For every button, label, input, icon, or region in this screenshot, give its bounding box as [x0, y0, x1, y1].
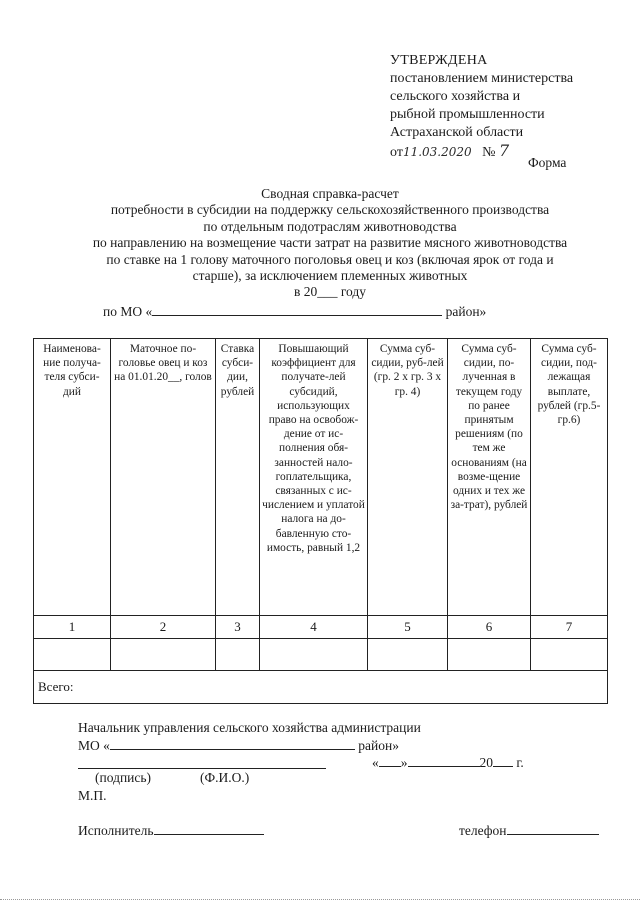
header-cell: Повышающий коэффициент для получате-лей субсидий, использующих право на освобож-дение от ис-полнения обя-занностей нало-гоплательщика, связанных с ис-числением и уплатой налога на до-бавленную сто-имость, равный 1,2	[260, 339, 368, 616]
table-cell	[531, 639, 608, 671]
column-number: 3	[216, 616, 260, 639]
table-cell	[368, 639, 448, 671]
header-cell: Сумма суб-сидии, руб-лей (гр. 2 х гр. 3 х гр. 4)	[368, 339, 448, 616]
header-cell: Маточное по-головье овец и коз на 01.01.20__, голов	[111, 339, 216, 616]
day-blank	[379, 754, 401, 767]
order-date: 11.03.2020	[402, 145, 472, 159]
executor-line	[78, 822, 264, 839]
municipality-line	[103, 303, 486, 320]
header-cell: Наименова-ние получа-теля субси-дий	[34, 339, 111, 616]
order-prefix: от	[390, 145, 403, 160]
table-cell	[34, 639, 111, 671]
signature-mo-suffix: район»	[358, 738, 399, 753]
table-row	[34, 639, 608, 671]
heading-line: в 20___ году	[293, 284, 367, 300]
table-cell	[260, 639, 368, 671]
date-open: «	[372, 755, 379, 770]
column-number: 6	[448, 616, 531, 639]
table-cell	[448, 639, 531, 671]
phone-label: телефон	[459, 823, 507, 838]
executor-blank	[154, 822, 264, 835]
mo-blank	[152, 303, 442, 316]
heading-line: старше), за исключением племенных животных	[192, 268, 468, 284]
signature-mo-line	[78, 737, 399, 754]
signature-blank	[78, 756, 326, 769]
executor-label: Исполнитель	[78, 823, 154, 838]
heading-line: по отдельным подотраслям животноводства	[203, 218, 457, 234]
approval-order-line	[390, 142, 620, 162]
order-number-label: №	[482, 145, 496, 160]
header-cell: Сумма суб-сидии, по-лученная в текущем году по ранее принятым решениям (по тем же основаниям (на возме-щение одних и тех же за-трат), рублей	[448, 339, 531, 616]
year-prefix: 20	[479, 755, 493, 770]
name-label: (Ф.И.О.)	[200, 770, 250, 785]
approval-line: сельского хозяйства и	[390, 89, 521, 104]
approval-line: постановлением министерства	[390, 71, 574, 86]
signature-mo-prefix: МО «	[78, 738, 110, 753]
column-number: 7	[531, 616, 608, 639]
year-suffix: г.	[516, 755, 524, 770]
column-number: 2	[111, 616, 216, 639]
phone-blank	[507, 822, 599, 835]
sign-label: (подпись)	[95, 770, 152, 785]
document-heading	[60, 186, 600, 301]
heading-line: Сводная справка-расчет	[261, 186, 399, 201]
stamp-label: М.П.	[78, 788, 107, 803]
mo-prefix: по МО «	[103, 304, 153, 319]
date-close: »	[400, 755, 408, 770]
heading-line: по ставке на 1 голову маточного поголовья овец и коз (включая ярок от года и	[106, 251, 554, 267]
table-cell	[216, 639, 260, 671]
approval-line: Астраханской области	[390, 125, 524, 140]
column-number: 4	[260, 616, 368, 639]
form-label: Форма	[528, 155, 567, 170]
approval-block	[390, 52, 620, 162]
column-number: 5	[368, 616, 448, 639]
phone-line	[459, 822, 599, 839]
table-cell	[111, 639, 216, 671]
signature-head-line: Начальник управления сельского хозяйства администрации	[78, 720, 421, 735]
table-header-row	[34, 339, 608, 616]
heading-line: по направлению на возмещение части затрат на развитие мясного животноводства	[92, 235, 568, 251]
date-line	[372, 754, 524, 771]
subsidy-table	[33, 338, 608, 704]
approval-title: УТВЕРЖДЕНА	[390, 53, 488, 68]
column-number: 1	[34, 616, 111, 639]
total-label: Всего:	[34, 671, 608, 704]
approval-line: рыбной промышленности	[390, 107, 545, 122]
year-blank	[493, 754, 513, 767]
month-blank	[408, 754, 480, 767]
header-cell: Сумма суб-сидии, под-лежащая выплате, рублей (гр.5-гр.6)	[531, 339, 608, 616]
column-number-row	[34, 616, 608, 639]
total-row	[34, 671, 608, 704]
header-cell: Ставка субси-дии, рублей	[216, 339, 260, 616]
signature-mo-blank	[110, 737, 355, 750]
heading-line: потребности в субсидии на поддержку сельскохозяйственного производства	[110, 202, 550, 218]
mo-suffix: район»	[445, 304, 487, 319]
page-bottom-divider	[0, 899, 640, 900]
order-number: 7	[499, 141, 510, 160]
